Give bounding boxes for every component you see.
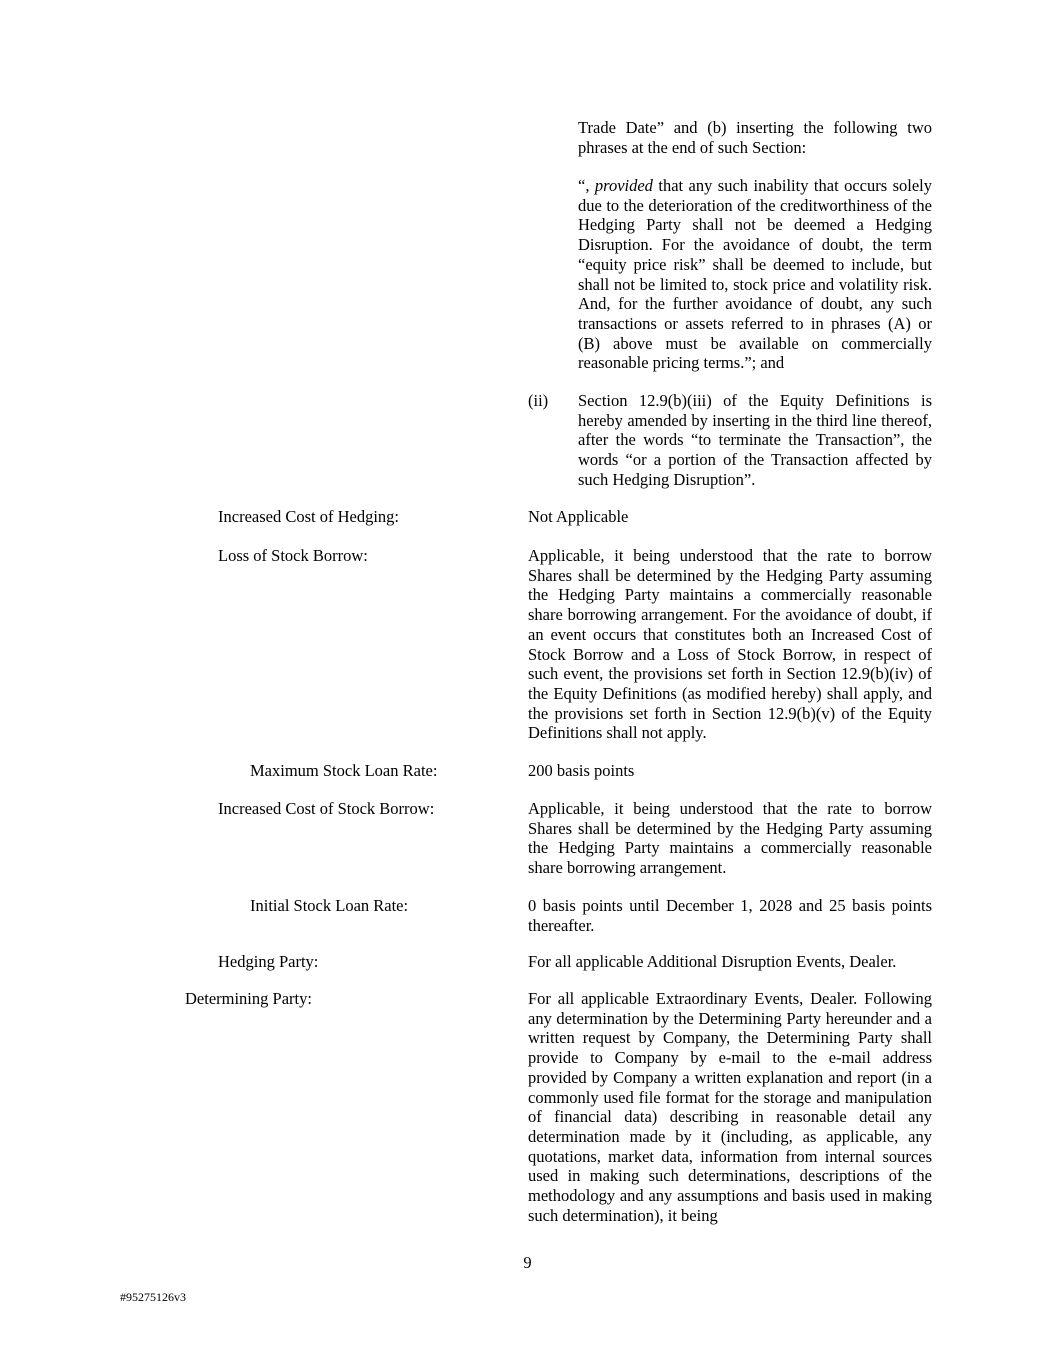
term-label: Increased Cost of Hedging: [218, 507, 399, 526]
term-label: Hedging Party: [218, 952, 319, 971]
term-value: 0 basis points until December 1, 2028 and 25 basis points thereafter. [528, 896, 932, 935]
term-value: For all applicable Extraordinary Events, Dealer. Following any determination by the Determining Party hereunder and a written request by Company, the Determining Party shall provide to Company by e-mail to the e-mail address provided by Company a written explanation and report (in a commonly used file format for the storage and manipulation of financial data) describing in reasonable detail any determination made by it (including, as applicable, any quotations, market data, information from internal sources used in making such determinations, descriptions of the methodology and any assumptions and basis used in making such determination), it being [528, 989, 932, 1225]
quote-italic-word: provided [594, 176, 653, 195]
term-label: Maximum Stock Loan Rate: [250, 761, 438, 780]
page-number: 9 [523, 1253, 532, 1272]
term-label: Loss of Stock Borrow: [218, 546, 368, 565]
term-label: Increased Cost of Stock Borrow: [218, 799, 435, 818]
document-id: #95275126v3 [120, 1290, 186, 1304]
amendment-item-ii [528, 391, 932, 490]
term-value: For all applicable Additional Disruption Events, Dealer. [528, 952, 897, 971]
term-value: Applicable, it being understood that the rate to borrow Shares shall be determined by the Hedging Party assuming the Hedging Party maintains a commercially reasonable share borrowing arrangement. [528, 799, 932, 878]
term-value: Not Applicable [528, 507, 629, 526]
quoted-amendment-paragraph [578, 176, 932, 373]
quote-prefix: “, [578, 176, 595, 195]
quote-body: that any such inability that occurs solely due to the deterioration of the creditworthiness of the Hedging Party shall not be deemed a Hedging Disruption. For the avoidance of doubt, the term “equity price risk” shall be deemed to include, but shall not be limited to, stock price and volatility risk. And, for the further avoidance of doubt, any such transactions or assets referred to in phrases (A) or (B) above must be available on commercially reasonable pricing terms.”; and [578, 176, 932, 373]
item-ii-text: Section 12.9(b)(iii) of the Equity Definitions is hereby amended by inserting in the third line thereof, after the words “to terminate the Transaction”, the words “or a portion of the Transaction affected by such Hedging Disruption”. [578, 391, 932, 489]
term-value: 200 basis points [528, 761, 635, 780]
paragraph-intro-continuation: Trade Date” and (b) inserting the following two phrases at the end of such Section: [578, 118, 932, 157]
term-label: Determining Party: [185, 989, 312, 1008]
item-ii-marker: (ii) [528, 391, 549, 410]
term-value: Applicable, it being understood that the rate to borrow Shares shall be determined by the Hedging Party assuming the Hedging Party maintains a commercially reasonable share borrowing arrangement. For the avoidance of doubt, if an event occurs that constitutes both an Increased Cost of Stock Borrow and a Loss of Stock Borrow, in respect of such event, the provisions set forth in Section 12.9(b)(iv) of the Equity Definitions (as modified hereby) shall apply, and the provisions set forth in Section 12.9(b)(v) of the Equity Definitions shall not apply. [528, 546, 932, 743]
term-label: Initial Stock Loan Rate: [250, 896, 409, 915]
